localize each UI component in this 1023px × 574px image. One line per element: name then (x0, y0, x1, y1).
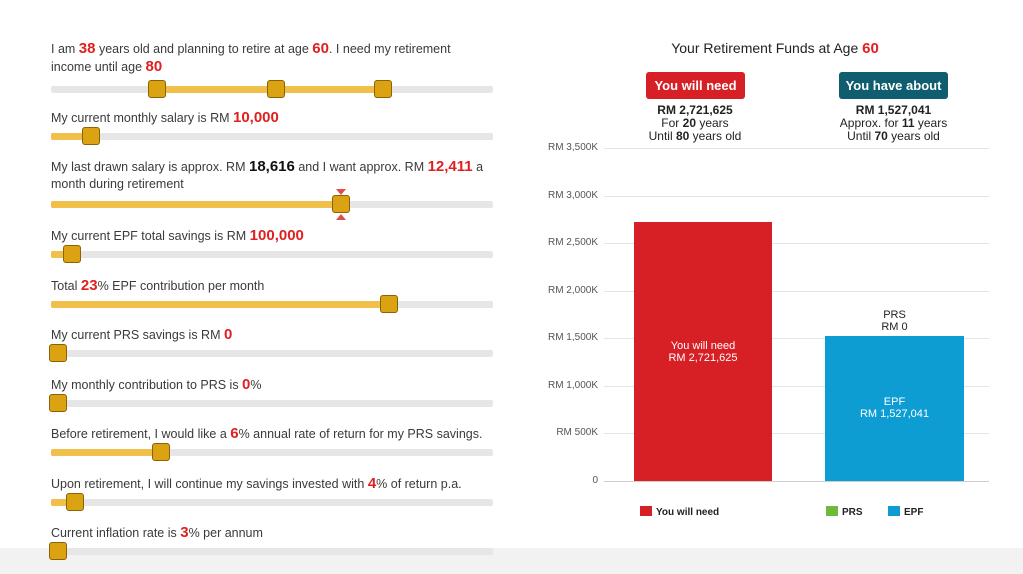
handle-down-marker-icon (336, 214, 346, 220)
have-until-age: Until 70 years old (847, 129, 940, 143)
epf-contribution-slider[interactable] (51, 301, 493, 308)
bar-label-line: You will need (670, 339, 736, 352)
y-tick-label: RM 1,000K (547, 379, 598, 391)
slider-value: 3 (180, 524, 189, 541)
epf-contribution-sentence (51, 277, 493, 295)
sentence-text: Upon retirement, I will continue my savings invested with (51, 477, 368, 491)
you-will-need-badge: You will need (646, 72, 745, 99)
slider-value: 4 (367, 475, 377, 492)
inflation-rate-slider[interactable] (51, 548, 493, 555)
prs-contribution-row (51, 376, 493, 394)
legend-label: EPF (904, 507, 924, 518)
age-sentence (51, 40, 493, 76)
sentence-text: and I want approx. RM (294, 160, 428, 174)
slider-handle[interactable] (49, 344, 67, 362)
gridline (604, 196, 989, 197)
sentence-text: My current monthly salary is RM (51, 111, 233, 125)
sentence-text: My monthly contribution to PRS is (51, 378, 243, 392)
y-tick-label: RM 3,500K (547, 142, 598, 153)
retirement-income-slider[interactable] (51, 201, 493, 208)
gridline (604, 148, 989, 149)
monthly-salary-slider[interactable] (51, 133, 493, 140)
y-tick-label: RM 3,000K (547, 189, 598, 201)
slider-fill (51, 201, 341, 208)
slider-handle[interactable] (267, 80, 285, 98)
legend-swatch (888, 506, 900, 516)
y-tick-label: RM 500K (556, 427, 598, 439)
legend-you-will-need[interactable] (640, 506, 719, 518)
bar-label-value: RM 0 (881, 320, 908, 333)
you-have-about-badge: You have about (839, 72, 948, 99)
slider-handle[interactable] (49, 542, 67, 560)
slider-handle[interactable] (380, 295, 398, 313)
sentence-text: % of return p.a. (376, 477, 462, 491)
sentence-text: Current inflation rate is (51, 526, 181, 540)
handle-up-marker-icon (336, 189, 346, 195)
bar-label-line: PRS (883, 308, 906, 321)
post-retirement-return-sentence (51, 475, 493, 493)
legend-prs[interactable] (826, 506, 863, 518)
slider-value: 0 (242, 376, 251, 393)
bar-epf-label (825, 396, 964, 420)
prs-contribution-sentence (51, 376, 493, 394)
have-amount: RM 1,527,041 (855, 103, 932, 117)
slider-handle[interactable] (63, 245, 81, 263)
epf-savings-slider[interactable] (51, 251, 493, 258)
slider-value: 6 (230, 425, 239, 442)
slider-value: 0 (223, 326, 233, 343)
chart-title-age: 60 (862, 40, 879, 57)
sentence-text: My current EPF total savings is RM (51, 229, 250, 243)
have-summary (815, 104, 972, 143)
bar-prs-label (825, 309, 964, 333)
chart-title (540, 40, 1010, 57)
post-retirement-return-slider[interactable] (51, 499, 493, 506)
y-tick-label: RM 2,000K (547, 284, 598, 296)
retirement-income-row (51, 158, 493, 193)
need-until-age: Until 80 years old (648, 129, 742, 143)
slider-value: 38 (78, 40, 96, 57)
need-summary (620, 104, 770, 143)
sentence-text: I am (51, 42, 79, 56)
prs-contribution-slider[interactable] (51, 400, 493, 407)
age-slider[interactable] (51, 86, 493, 93)
retirement-income-sentence (51, 158, 493, 193)
slider-value: 10,000 (232, 109, 279, 126)
bar-label-value: RM 2,721,625 (668, 351, 738, 364)
sentence-text: % per annum (188, 526, 263, 540)
prs-savings-sentence (51, 326, 493, 344)
legend-label: You will need (656, 507, 720, 518)
sentence-text: % (250, 378, 262, 392)
slider-value: 12,411 (427, 158, 473, 175)
monthly-salary-sentence (51, 109, 493, 127)
slider-handle[interactable] (82, 127, 100, 145)
sentence-text: Before retirement, I would like a (51, 427, 231, 441)
slider-value: 60 (312, 40, 329, 57)
slider-value: 100,000 (249, 227, 304, 244)
prs-savings-slider[interactable] (51, 350, 493, 357)
chart-title-text: Your Retirement Funds at Age (671, 40, 863, 56)
legend-label: PRS (842, 507, 863, 518)
slider-handle[interactable] (148, 80, 166, 98)
bar-label-value: RM 1,527,041 (859, 408, 930, 421)
y-tick-label: RM 2,500K (547, 237, 598, 249)
slider-fill (51, 301, 389, 308)
sentence-text: My current PRS savings is RM (51, 328, 224, 342)
slider-handle[interactable] (374, 80, 392, 98)
inflation-rate-row (51, 524, 493, 542)
sentence-text: My last drawn salary is approx. RM (51, 160, 249, 174)
post-retirement-return-row (51, 475, 493, 493)
prs-return-rate-row (51, 425, 493, 443)
age-row (51, 40, 493, 76)
epf-savings-row (51, 227, 493, 245)
slider-value: 18,616 (248, 158, 295, 175)
need-amount: RM 2,721,625 (657, 103, 733, 117)
slider-handle[interactable] (49, 394, 67, 412)
legend-swatch (640, 506, 652, 516)
y-tick-label: RM 1,500K (547, 332, 598, 344)
sentence-text: % EPF contribution per month (97, 279, 265, 293)
slider-fill (51, 449, 161, 456)
x-axis-line (604, 481, 989, 482)
sentence-text: . I need my retirement income until age (51, 42, 451, 74)
need-duration: For 20 years (661, 116, 729, 130)
epf-contribution-row (51, 277, 493, 295)
legend-epf[interactable] (888, 506, 923, 518)
sentence-text: years old and planning to retire at age (95, 42, 313, 56)
prs-return-rate-slider[interactable] (51, 449, 493, 456)
sentence-text: Total (51, 279, 81, 293)
have-duration: Approx. for 11 years (839, 116, 948, 130)
legend-swatch (826, 506, 838, 516)
monthly-salary-row (51, 109, 493, 127)
bar-label-line: EPF (883, 396, 906, 409)
slider-value: 23 (80, 277, 98, 294)
prs-savings-row (51, 326, 493, 344)
y-tick-label: 0 (592, 475, 598, 486)
sentence-text: % annual rate of return for my PRS savings. (238, 427, 483, 441)
prs-return-rate-sentence (51, 425, 493, 443)
sentence-text: a month during retirement (51, 160, 484, 191)
slider-handle[interactable] (152, 443, 170, 461)
epf-savings-sentence (51, 227, 493, 245)
slider-handle[interactable] (66, 493, 84, 511)
bar-you-will-need-label (634, 340, 772, 364)
slider-value: 80 (145, 58, 163, 75)
inflation-rate-sentence (51, 524, 493, 542)
slider-handle[interactable] (332, 195, 350, 213)
